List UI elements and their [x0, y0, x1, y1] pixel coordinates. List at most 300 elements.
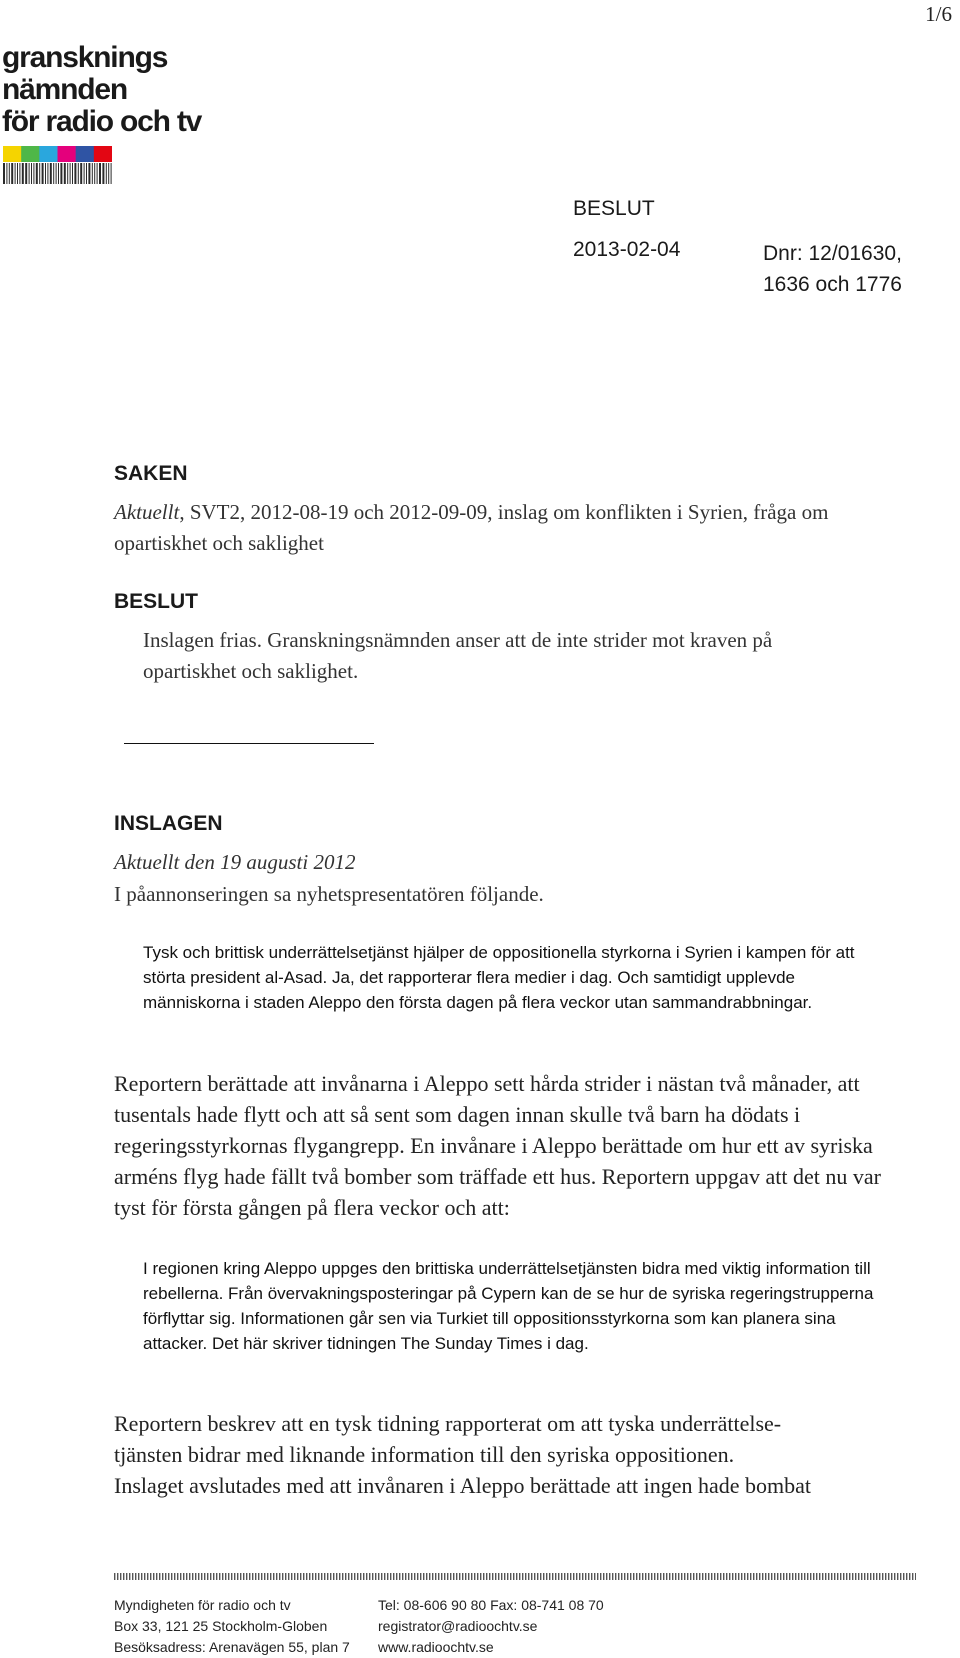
footer-rule-tick — [147, 1573, 148, 1580]
footer-agency-name: Myndigheten för radio och tv — [114, 1597, 291, 1613]
footer-rule-tick — [243, 1573, 244, 1580]
logo-bar — [108, 163, 109, 184]
footer-rule-tick — [570, 1573, 571, 1580]
footer-rule-tick — [273, 1573, 274, 1580]
footer-rule-tick — [234, 1573, 235, 1580]
footer-rule-tick — [798, 1573, 799, 1580]
footer-rule-tick — [477, 1573, 478, 1580]
footer-rule-tick — [444, 1573, 445, 1580]
logo-bar — [67, 163, 68, 184]
footer-rule-tick — [495, 1573, 496, 1580]
body-paragraph-2 — [114, 1408, 904, 1501]
logo-bar — [29, 163, 30, 184]
footer-rule-tick — [153, 1573, 154, 1580]
footer-rule-tick — [501, 1573, 502, 1580]
footer-rule-tick — [441, 1573, 442, 1580]
footer-rule-tick — [843, 1573, 844, 1580]
footer-rule-tick — [171, 1573, 172, 1580]
footer-rule-tick — [300, 1573, 301, 1580]
footer-rule-tick — [750, 1573, 751, 1580]
logo-bar — [78, 163, 79, 184]
footer-rule-tick — [276, 1573, 277, 1580]
footer-rule-tick — [555, 1573, 556, 1580]
logo-bar — [25, 163, 27, 184]
footer-rule-tick — [864, 1573, 865, 1580]
footer-rule-tick — [285, 1573, 286, 1580]
footer-rule-tick — [120, 1573, 121, 1580]
footer-rule-tick — [324, 1573, 325, 1580]
footer-rule-tick — [585, 1573, 586, 1580]
footer-rule-tick — [897, 1573, 898, 1580]
footer-rule-tick — [819, 1573, 820, 1580]
footer-rule-tick — [822, 1573, 823, 1580]
footer-rule-tick — [435, 1573, 436, 1580]
footer-rule-tick — [372, 1573, 373, 1580]
footer-rule-tick — [207, 1573, 208, 1580]
footer-rule-tick — [339, 1573, 340, 1580]
footer-rule-tick — [348, 1573, 349, 1580]
footer-rule-tick — [252, 1573, 253, 1580]
footer-rule-tick — [129, 1573, 130, 1580]
footer-rule-tick — [891, 1573, 892, 1580]
footer-rule-tick — [885, 1573, 886, 1580]
footer-rule-tick — [417, 1573, 418, 1580]
footer-rule-tick — [156, 1573, 157, 1580]
footer-rule-tick — [222, 1573, 223, 1580]
footer-rule-tick — [642, 1573, 643, 1580]
footer-rule-tick — [867, 1573, 868, 1580]
footer-rule-tick — [267, 1573, 268, 1580]
footer-rule-tick — [675, 1573, 676, 1580]
footer-rule-tick — [651, 1573, 652, 1580]
footer-phone-fax: Tel: 08-606 90 80 Fax: 08-741 08 70 — [378, 1597, 604, 1613]
footer-rule-tick — [831, 1573, 832, 1580]
footer-rule-tick — [306, 1573, 307, 1580]
footer-rule-tick — [378, 1573, 379, 1580]
footer-rule-tick — [135, 1573, 136, 1580]
footer-rule-tick — [672, 1573, 673, 1580]
footer-rule-tick — [549, 1573, 550, 1580]
footer-rule-tick — [801, 1573, 802, 1580]
footer-rule-tick — [915, 1573, 916, 1580]
saken-heading: SAKEN — [114, 462, 188, 485]
footer-rule-tick — [576, 1573, 577, 1580]
footer-rule-tick — [699, 1573, 700, 1580]
saken-program-name: Aktuellt — [114, 500, 180, 524]
body-paragraph-2-line-2: tjänsten bidrar med liknande information till den syriska oppositionen. — [114, 1442, 735, 1467]
footer-rule-tick — [522, 1573, 523, 1580]
footer-rule-tick — [669, 1573, 670, 1580]
footer-rule-tick — [279, 1573, 280, 1580]
logo-color-block — [94, 146, 112, 162]
footer-rule-tick — [723, 1573, 724, 1580]
footer-rule-tick — [741, 1573, 742, 1580]
logo-bar — [50, 163, 52, 184]
footer-rule-tick — [318, 1573, 319, 1580]
footer-rule-tick — [480, 1573, 481, 1580]
inslagen-subtitle: Aktuellt den 19 augusti 2012 — [114, 850, 356, 874]
logo-bar — [58, 163, 59, 184]
footer-rule-tick — [192, 1573, 193, 1580]
footer-rule-tick — [270, 1573, 271, 1580]
saken-description: , SVT2, 2012-08-19 och 2012-09-09, inslag om konflikten i Syrien, fråga om opartiskhet och saklighet — [114, 500, 829, 555]
footer-rule-tick — [429, 1573, 430, 1580]
footer-rule-tick — [615, 1573, 616, 1580]
footer-rule-tick — [459, 1573, 460, 1580]
section-divider — [124, 743, 374, 744]
footer-rule-tick — [420, 1573, 421, 1580]
footer-address — [114, 1595, 350, 1658]
footer-visiting-address: Besöksadress: Arenavägen 55, plan 7 — [114, 1639, 350, 1655]
logo-bar — [92, 163, 93, 184]
logo-bar — [97, 163, 98, 184]
footer-rule-tick — [879, 1573, 880, 1580]
inslagen-heading: INSLAGEN — [114, 812, 223, 835]
footer-rule-tick — [855, 1573, 856, 1580]
footer-dotted-rule — [114, 1573, 916, 1580]
footer-rule-tick — [375, 1573, 376, 1580]
footer-rule-tick — [789, 1573, 790, 1580]
footer-rule-tick — [321, 1573, 322, 1580]
footer-rule-tick — [402, 1573, 403, 1580]
footer-rule-tick — [126, 1573, 127, 1580]
footer-rule-tick — [873, 1573, 874, 1580]
footer-rule-tick — [231, 1573, 232, 1580]
footer-rule-tick — [390, 1573, 391, 1580]
footer-rule-tick — [123, 1573, 124, 1580]
footer-rule-tick — [783, 1573, 784, 1580]
footer-rule-tick — [888, 1573, 889, 1580]
footer-rule-tick — [744, 1573, 745, 1580]
logo-color-block — [3, 146, 21, 162]
footer-rule-tick — [846, 1573, 847, 1580]
footer-rule-tick — [627, 1573, 628, 1580]
footer-rule-tick — [291, 1573, 292, 1580]
case-number-line-2: 1636 och 1776 — [763, 273, 902, 296]
logo-line-1: gransknings — [2, 41, 168, 74]
logo-color-block — [21, 146, 39, 162]
footer-rule-tick — [684, 1573, 685, 1580]
footer-rule-tick — [597, 1573, 598, 1580]
footer-rule-tick — [876, 1573, 877, 1580]
footer-rule-tick — [351, 1573, 352, 1580]
footer-rule-tick — [312, 1573, 313, 1580]
footer-rule-tick — [381, 1573, 382, 1580]
footer-rule-tick — [492, 1573, 493, 1580]
footer-rule-tick — [258, 1573, 259, 1580]
footer-rule-tick — [618, 1573, 619, 1580]
logo-bar — [22, 163, 24, 184]
footer-rule-tick — [513, 1573, 514, 1580]
footer-rule-tick — [333, 1573, 334, 1580]
footer-rule-tick — [408, 1573, 409, 1580]
footer-rule-tick — [786, 1573, 787, 1580]
footer-rule-tick — [624, 1573, 625, 1580]
footer-rule-tick — [729, 1573, 730, 1580]
logo-bar — [31, 163, 32, 184]
logo-color-block — [39, 146, 57, 162]
footer-rule-tick — [309, 1573, 310, 1580]
footer-rule-tick — [861, 1573, 862, 1580]
footer-rule-tick — [471, 1573, 472, 1580]
footer-rule-tick — [552, 1573, 553, 1580]
footer-rule-tick — [621, 1573, 622, 1580]
footer-rule-tick — [543, 1573, 544, 1580]
agency-logo — [2, 42, 201, 138]
footer-rule-tick — [354, 1573, 355, 1580]
logo-bar — [53, 163, 54, 184]
footer-rule-tick — [531, 1573, 532, 1580]
footer-rule-tick — [261, 1573, 262, 1580]
footer-rule-tick — [483, 1573, 484, 1580]
footer-rule-tick — [474, 1573, 475, 1580]
footer-rule-tick — [363, 1573, 364, 1580]
footer-rule-tick — [528, 1573, 529, 1580]
footer-rule-tick — [210, 1573, 211, 1580]
footer-rule-tick — [807, 1573, 808, 1580]
footer-rule-tick — [693, 1573, 694, 1580]
footer-rule-tick — [540, 1573, 541, 1580]
footer-rule-tick — [288, 1573, 289, 1580]
footer-rule-tick — [720, 1573, 721, 1580]
footer-rule-tick — [870, 1573, 871, 1580]
footer-rule-tick — [645, 1573, 646, 1580]
logo-bar — [111, 163, 112, 184]
inslagen-intro: I påannonseringen sa nyhetspresentatören följande. — [114, 882, 544, 906]
footer-postal-address: Box 33, 121 25 Stockholm-Globen — [114, 1618, 328, 1634]
footer-rule-tick — [747, 1573, 748, 1580]
footer-rule-tick — [705, 1573, 706, 1580]
footer-rule-tick — [636, 1573, 637, 1580]
footer-rule-tick — [678, 1573, 679, 1580]
footer-rule-tick — [450, 1573, 451, 1580]
footer-rule-tick — [249, 1573, 250, 1580]
logo-bar — [47, 163, 48, 184]
footer-rule-tick — [240, 1573, 241, 1580]
footer-rule-tick — [810, 1573, 811, 1580]
footer-rule-tick — [591, 1573, 592, 1580]
logo-color-block — [58, 146, 76, 162]
footer-rule-tick — [297, 1573, 298, 1580]
beslut-text: Inslagen frias. Granskningsnämnden anser att de inte strider mot kraven på opartiskhet och saklighet. — [143, 628, 773, 683]
footer-rule-tick — [489, 1573, 490, 1580]
footer-rule-tick — [114, 1573, 115, 1580]
body-paragraph-2-line-1: Reportern beskrev att en tysk tidning rapporterat om att tyska underrättelse- — [114, 1411, 782, 1436]
footer-rule-tick — [180, 1573, 181, 1580]
footer-rule-tick — [150, 1573, 151, 1580]
footer-rule-tick — [498, 1573, 499, 1580]
body-paragraph-2-line-3: Inslaget avslutades med att invånaren i Aleppo berättade att ingen hade bombat — [114, 1473, 812, 1498]
footer-rule-tick — [780, 1573, 781, 1580]
footer-rule-tick — [654, 1573, 655, 1580]
footer-rule-tick — [510, 1573, 511, 1580]
footer-rule-tick — [558, 1573, 559, 1580]
logo-bar — [70, 163, 71, 184]
footer-rule-tick — [327, 1573, 328, 1580]
footer-rule-tick — [132, 1573, 133, 1580]
footer-rule-tick — [525, 1573, 526, 1580]
footer-rule-tick — [660, 1573, 661, 1580]
decision-date: 2013-02-04 — [573, 238, 681, 261]
footer-rule-tick — [813, 1573, 814, 1580]
logo-bar — [88, 163, 90, 184]
footer-rule-tick — [732, 1573, 733, 1580]
footer-rule-tick — [144, 1573, 145, 1580]
footer-rule-tick — [594, 1573, 595, 1580]
footer-rule-tick — [852, 1573, 853, 1580]
footer-rule-tick — [906, 1573, 907, 1580]
footer-rule-tick — [387, 1573, 388, 1580]
footer-rule-tick — [411, 1573, 412, 1580]
footer-rule-tick — [603, 1573, 604, 1580]
footer-rule-tick — [711, 1573, 712, 1580]
footer-rule-tick — [330, 1573, 331, 1580]
footer-rule-tick — [771, 1573, 772, 1580]
footer-rule-tick — [384, 1573, 385, 1580]
footer-rule-tick — [504, 1573, 505, 1580]
footer-rule-tick — [708, 1573, 709, 1580]
footer-rule-tick — [294, 1573, 295, 1580]
footer-rule-tick — [282, 1573, 283, 1580]
footer-rule-tick — [903, 1573, 904, 1580]
footer-rule-tick — [900, 1573, 901, 1580]
logo-bar — [11, 163, 13, 184]
logo-bar — [102, 163, 104, 184]
logo-color-block — [76, 146, 94, 162]
footer-rule-tick — [840, 1573, 841, 1580]
footer-rule-tick — [534, 1573, 535, 1580]
footer-rule-tick — [579, 1573, 580, 1580]
footer-rule-tick — [816, 1573, 817, 1580]
footer-rule-tick — [117, 1573, 118, 1580]
logo-bar — [33, 163, 34, 184]
quote-block-2: I regionen kring Aleppo uppges den brittiska underrättelsetjänsten bidra med viktig information till rebellerna. Från övervakningsposteringar på Cypern kan de se hur de syriska regeringstrupperna förflyttar sig. Informationen går sen via Turkiet till oppositionsstyrkorna som kan planera sina attacker. Det här skriver tidningen The Sunday Times i dag. — [143, 1259, 874, 1353]
footer-rule-tick — [264, 1573, 265, 1580]
footer-rule-tick — [237, 1573, 238, 1580]
footer-rule-tick — [666, 1573, 667, 1580]
logo-bar — [17, 163, 18, 184]
footer-rule-tick — [204, 1573, 205, 1580]
footer-rule-tick — [792, 1573, 793, 1580]
footer-rule-tick — [216, 1573, 217, 1580]
logo-bar — [99, 163, 101, 184]
footer-rule-tick — [858, 1573, 859, 1580]
logo-bar — [9, 163, 10, 184]
footer-rule-tick — [909, 1573, 910, 1580]
footer-rule-tick — [486, 1573, 487, 1580]
footer-rule-tick — [588, 1573, 589, 1580]
footer-rule-tick — [519, 1573, 520, 1580]
footer-rule-tick — [336, 1573, 337, 1580]
logo-bar — [15, 163, 16, 184]
footer-rule-tick — [573, 1573, 574, 1580]
logo-bar — [64, 163, 66, 184]
footer-rule-tick — [141, 1573, 142, 1580]
footer-rule-tick — [828, 1573, 829, 1580]
footer-rule-tick — [360, 1573, 361, 1580]
footer-rule-tick — [195, 1573, 196, 1580]
footer-website: www.radioochtv.se — [378, 1639, 494, 1655]
footer-rule-tick — [162, 1573, 163, 1580]
case-number-line-1: Dnr: 12/01630, — [763, 242, 902, 265]
logo-bar — [60, 163, 62, 184]
logo-bar — [84, 163, 85, 184]
footer-rule-tick — [537, 1573, 538, 1580]
footer-email: registrator@radioochtv.se — [378, 1618, 538, 1634]
footer-rule-tick — [225, 1573, 226, 1580]
logo-bar — [74, 163, 76, 184]
footer-rule-tick — [198, 1573, 199, 1580]
footer-rule-tick — [717, 1573, 718, 1580]
footer-rule-tick — [606, 1573, 607, 1580]
footer-rule-tick — [345, 1573, 346, 1580]
logo-line-2: nämnden — [2, 73, 127, 106]
footer-rule-tick — [516, 1573, 517, 1580]
footer-rule-tick — [702, 1573, 703, 1580]
footer-rule-tick — [546, 1573, 547, 1580]
footer-rule-tick — [438, 1573, 439, 1580]
logo-bar — [6, 163, 7, 184]
footer-rule-tick — [696, 1573, 697, 1580]
footer-rule-tick — [648, 1573, 649, 1580]
footer-rule-tick — [774, 1573, 775, 1580]
footer-rule-tick — [369, 1573, 370, 1580]
footer-rule-tick — [507, 1573, 508, 1580]
footer-rule-tick — [201, 1573, 202, 1580]
footer-rule-tick — [213, 1573, 214, 1580]
footer-rule-tick — [582, 1573, 583, 1580]
footer-rule-tick — [777, 1573, 778, 1580]
quote-block-1: Tysk och brittisk underrättelsetjänst hjälper de oppositionella styrkorna i Syrien i kampen för att störta president al-Asad. Ja, det rapporterar flera medier i dag. Och samtidigt upplevde människorna i staden Aleppo den första dagen på flera veckor utan sammandrabbningar. — [143, 943, 855, 1012]
footer-rule-tick — [357, 1573, 358, 1580]
footer-rule-tick — [633, 1573, 634, 1580]
footer-rule-tick — [447, 1573, 448, 1580]
footer-rule-tick — [393, 1573, 394, 1580]
footer-rule-tick — [756, 1573, 757, 1580]
footer-rule-tick — [426, 1573, 427, 1580]
footer-rule-tick — [657, 1573, 658, 1580]
logo-bar — [86, 163, 87, 184]
footer-rule-tick — [849, 1573, 850, 1580]
footer-rule-tick — [183, 1573, 184, 1580]
logo-bar — [39, 163, 40, 184]
footer-rule-tick — [186, 1573, 187, 1580]
footer-rule-tick — [567, 1573, 568, 1580]
footer-contact — [378, 1595, 604, 1658]
footer-rule-tick — [795, 1573, 796, 1580]
logo-bar — [56, 163, 57, 184]
footer-rule-tick — [564, 1573, 565, 1580]
footer-rule-tick — [834, 1573, 835, 1580]
logo-bar — [80, 163, 82, 184]
footer-rule-tick — [468, 1573, 469, 1580]
footer-rule-tick — [759, 1573, 760, 1580]
footer-rule-tick — [432, 1573, 433, 1580]
footer-rule-tick — [753, 1573, 754, 1580]
footer-rule-tick — [399, 1573, 400, 1580]
footer-rule-tick — [228, 1573, 229, 1580]
logo-bar — [106, 163, 107, 184]
footer-rule-tick — [423, 1573, 424, 1580]
footer-rule-tick — [609, 1573, 610, 1580]
footer-rule-tick — [255, 1573, 256, 1580]
footer-rule-tick — [837, 1573, 838, 1580]
logo-line-3: för radio och tv — [2, 105, 202, 138]
footer-rule-tick — [561, 1573, 562, 1580]
logo-bar — [36, 163, 38, 184]
beslut-heading: BESLUT — [114, 590, 198, 613]
document-type-label: BESLUT — [573, 197, 655, 220]
